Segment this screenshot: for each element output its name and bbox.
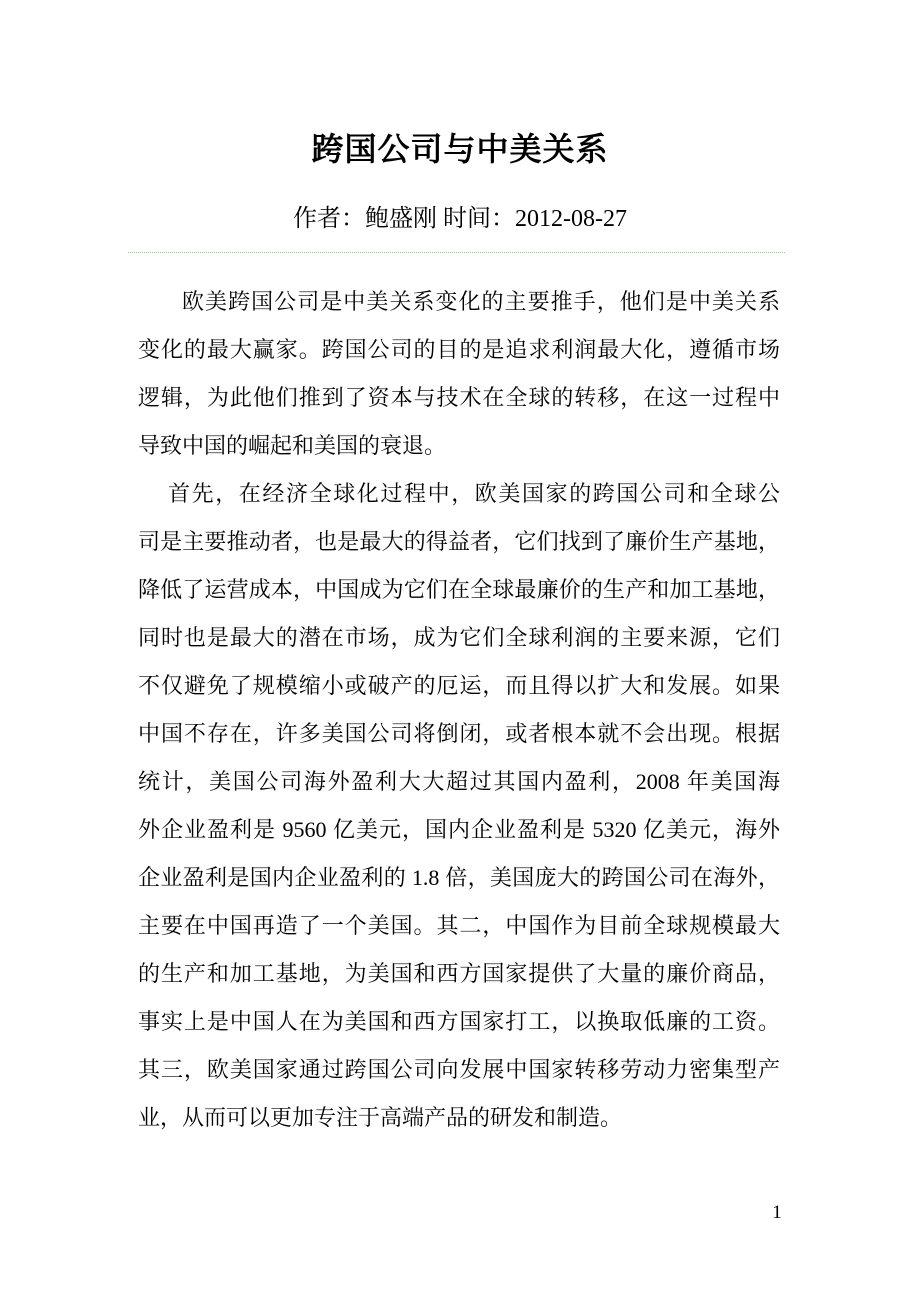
text-line: 的生产和加工基地，为美国和西方国家提供了大量的廉价商品， <box>138 961 780 986</box>
document-title: 跨国公司与中美关系 <box>311 131 609 167</box>
text-line: 司是主要推动者，也是最大的得益者，它们找到了廉价生产基地， <box>138 529 780 554</box>
text-line: 首先，在经济全球化过程中，欧美国家的跨国公司和全球公 <box>168 481 780 506</box>
text-line: 企业盈利是国内企业盈利的 1.8 倍，美国庞大的跨国公司在海外， <box>138 865 780 890</box>
text-line: 统计，美国公司海外盈利大大超过其国内盈利，2008 年美国海 <box>138 769 780 794</box>
text-line: 不仅避免了规模缩小或破产的厄运，而且得以扩大和发展。如果 <box>138 673 780 698</box>
text-line: 业，从而可以更加专注于高端产品的研发和制造。 <box>138 1105 623 1130</box>
text-line: 外企业盈利是 9560 亿美元，国内企业盈利是 5320 亿美元，海外 <box>138 817 780 842</box>
section-divider <box>128 252 785 253</box>
text-line: 主要在中国再造了一个美国。其二，中国作为目前全球规模最大 <box>138 913 780 938</box>
body-text <box>138 278 780 1142</box>
page-number: 1 <box>772 1202 782 1223</box>
text-line: 欧美跨国公司是中美关系变化的主要推手，他们是中美关系 <box>182 289 780 314</box>
text-line: 变化的最大赢家。跨国公司的目的是追求利润最大化，遵循市场 <box>138 337 780 362</box>
text-line: 事实上是中国人在为美国和西方国家打工，以换取低廉的工资。 <box>138 1009 780 1034</box>
document-byline: 作者：鲍盛刚 时间：2012-08-27 <box>293 206 627 232</box>
text-line: 逻辑，为此他们推到了资本与技术在全球的转移，在这一过程中 <box>138 385 780 410</box>
text-line: 中国不存在，许多美国公司将倒闭，或者根本就不会出现。根据 <box>138 721 780 746</box>
text-line: 导致中国的崛起和美国的衰退。 <box>138 433 447 458</box>
text-line: 同时也是最大的潜在市场，成为它们全球利润的主要来源，它们 <box>138 625 780 650</box>
text-line: 降低了运营成本，中国成为它们在全球最廉价的生产和加工基地， <box>138 577 780 602</box>
text-line: 其三，欧美国家通过跨国公司向发展中国家转移劳动力密集型产 <box>138 1057 780 1082</box>
